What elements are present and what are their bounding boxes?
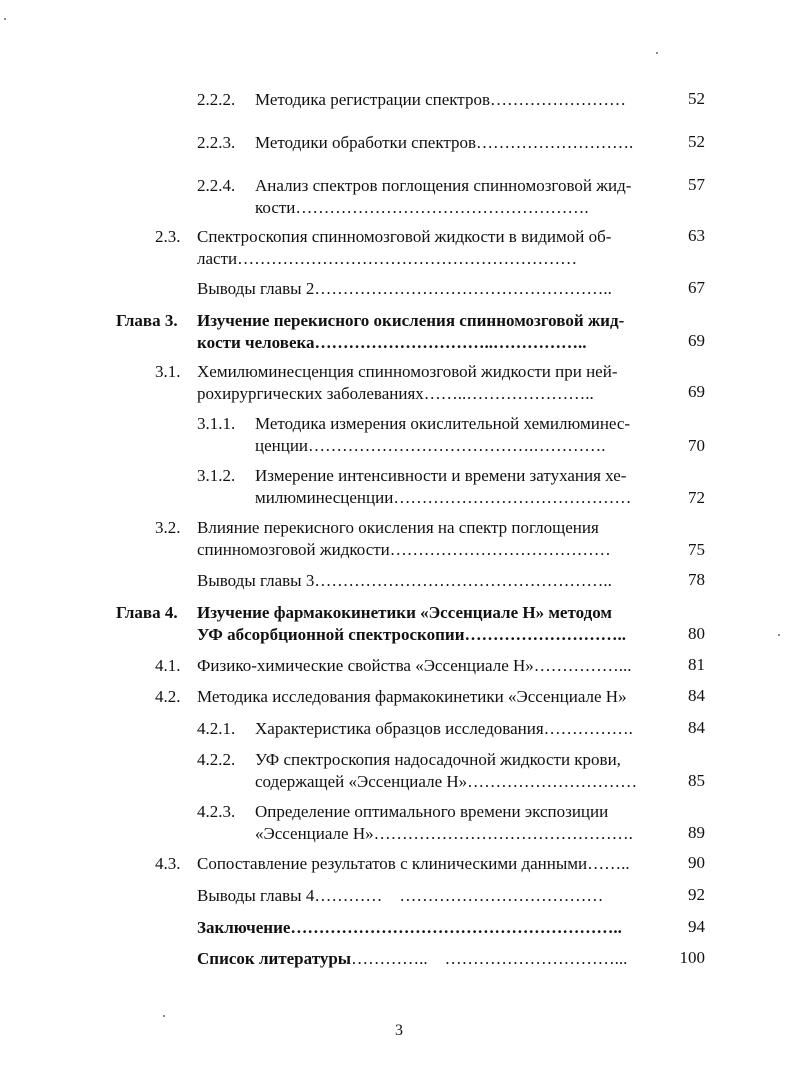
toc-entry-title: [197, 948, 671, 970]
toc-entry-page: 89: [688, 823, 705, 842]
toc-entry-title: Измерение интенсивности и времени затухания хе-: [255, 466, 627, 485]
toc-entry-title: Влияние перекисного окисления на спектр поглощения: [197, 518, 599, 537]
toc-entry-number: 2.2.2.: [197, 90, 236, 109]
toc-entry-page: 94: [688, 917, 705, 936]
toc-entry-number: 2.2.3.: [197, 133, 236, 152]
toc-entry-title: кости человека…………………………..……………..: [197, 333, 587, 352]
toc-entry-number: 2.3.: [155, 227, 181, 246]
toc-entry-number: 4.2.: [155, 687, 181, 706]
toc-entry-page: 69: [688, 382, 705, 401]
toc-entry-title: Методики обработки спектров……………………….: [255, 133, 634, 152]
toc-entry-page: 63: [688, 226, 705, 245]
toc-entry-page: 100: [679, 948, 705, 967]
toc-entry-page: 52: [688, 89, 705, 108]
toc-entry-title: УФ спектроскопия надосадочной жидкости крови,: [255, 750, 621, 769]
scan-speck: [778, 634, 780, 636]
toc-entry-title: Методика регистрации спектров……………………: [255, 90, 626, 109]
toc-entry-page: 57: [688, 175, 705, 194]
toc-entry-title: кости…………………………………………….: [255, 198, 589, 217]
toc-entry-title: Выводы главы 2……………………………………………..: [197, 279, 612, 298]
toc-entry-title: Методика исследования фармакокинетики «Эссенциале Н»: [197, 687, 627, 706]
toc-entry-page: 72: [688, 488, 705, 507]
toc-entry-title: Физико-химические свойства «Эссенциале Н»……………...: [197, 656, 632, 675]
toc-entry-number: 3.1.2.: [197, 466, 236, 485]
toc-entry-title: ласти……………………………………………………: [197, 249, 578, 268]
toc-entry-page: 90: [688, 853, 705, 872]
toc-entry-number: Глава 4.: [116, 603, 178, 622]
toc-entry-number: 4.2.3.: [197, 802, 236, 821]
toc-entry-number: 4.3.: [155, 854, 181, 873]
toc-entry-title: Методика измерения окислительной хемилюминес-: [255, 414, 631, 433]
toc-entry-title: милюминесценции……………………………………: [255, 488, 632, 507]
toc-entry-title: спинномозговой жидкости…………………………………: [197, 540, 611, 559]
toc-entry-page: 84: [688, 718, 705, 737]
references-leader: ………….. …………………………...: [351, 949, 628, 968]
toc-entry-page: 80: [688, 624, 705, 643]
toc-entry-page: 78: [688, 570, 705, 589]
toc-entry-page: 81: [688, 655, 705, 674]
toc-entry-title: Выводы главы 4………… ………………………………: [197, 886, 604, 905]
toc-entry-title: «Эссенциале Н»……………………………………….: [255, 824, 633, 843]
toc-entry-title: Изучение фармакокинетики «Эссенциале Н» методом: [197, 603, 612, 622]
toc-entry-page: 84: [688, 686, 705, 705]
toc-entry-page: 75: [688, 540, 705, 559]
toc-entry-number: Глава 3.: [116, 311, 178, 330]
toc-entry-title: Выводы главы 3……………………………………………..: [197, 571, 612, 590]
scan-speck: [163, 1015, 165, 1017]
toc-entry-title: Сопоставление результатов с клиническими данными……..: [197, 854, 630, 873]
toc-entry-number: 3.1.1.: [197, 414, 236, 433]
page-number: 3: [395, 1022, 403, 1039]
toc-entry-number: 4.2.1.: [197, 719, 236, 738]
toc-entry-page: 52: [688, 132, 705, 151]
references-title: Список литературы: [197, 949, 352, 968]
toc-entry-title: Характеристика образцов исследования…………….: [255, 719, 633, 738]
toc-entry-number: 2.2.4.: [197, 176, 236, 195]
toc-entry-title: Определение оптимального времени экспозиции: [255, 802, 609, 821]
toc-entry-number: 3.1.: [155, 362, 181, 381]
toc-entry-title: Заключение…………………………………………………..: [197, 918, 622, 937]
toc-entry-page: 92: [688, 885, 705, 904]
toc-entry-number: 4.1.: [155, 656, 181, 675]
toc-entry-page: 69: [688, 331, 705, 350]
toc-entry-title: Анализ спектров поглощения спинномозговой жид-: [255, 176, 632, 195]
toc-entry-title: содержащей «Эссенциале Н»…………………………: [255, 772, 638, 791]
toc-entry-page: 70: [688, 436, 705, 455]
toc-entry-page: 67: [688, 278, 705, 297]
toc-entry-number: 4.2.2.: [197, 750, 236, 769]
toc-entry-page: 85: [688, 771, 705, 790]
scan-speck: [656, 52, 658, 54]
toc-entry-title: ценции………………………………….………….: [255, 436, 606, 455]
toc-entry-title: УФ абсорбционной спектроскопии………………………..: [197, 625, 626, 644]
scan-speck: [4, 18, 6, 20]
toc-entry-title: Хемилюминесценция спинномозговой жидкости при ней-: [197, 362, 618, 381]
toc-entry-number: 3.2.: [155, 518, 181, 537]
toc-entry-title: Изучение перекисного окисления спинномозговой жид-: [197, 311, 625, 330]
toc-entry-title: рохирургических заболеваниях……..…………………..: [197, 384, 594, 403]
toc-entry-title: Спектроскопия спинномозговой жидкости в видимой об-: [197, 227, 612, 246]
